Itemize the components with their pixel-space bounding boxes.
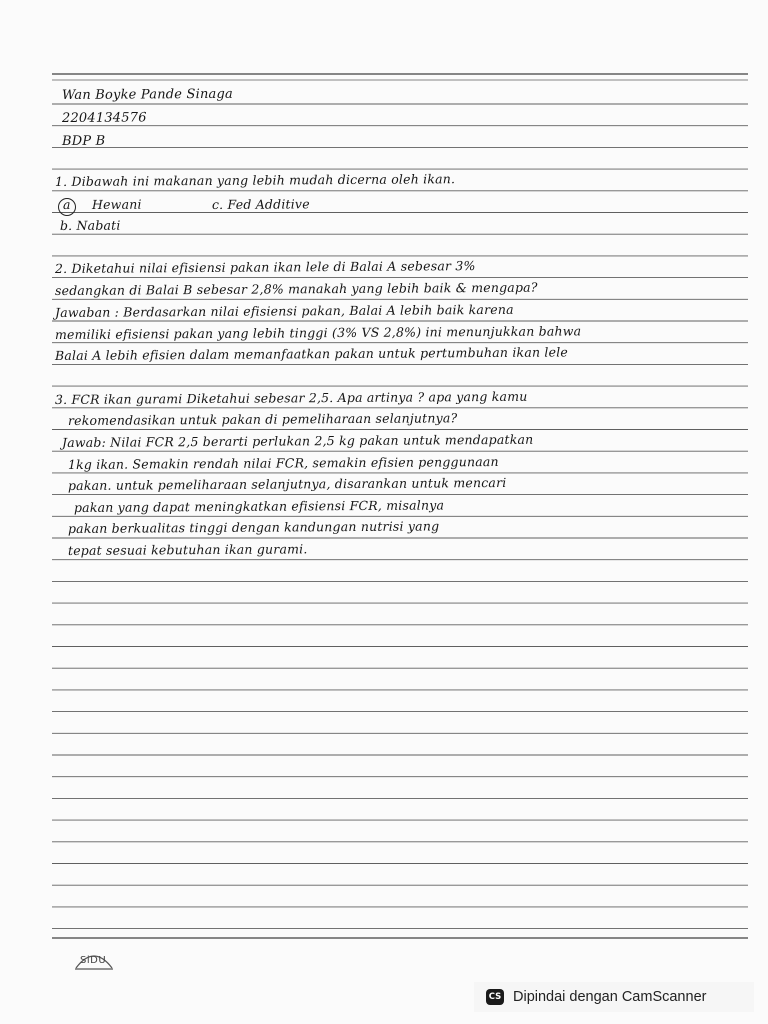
q3-line: pakan yang dapat meningkatkan efisiensi FCR, misalnya	[73, 497, 445, 515]
student-name: Wan Boyke Pande Sinaga	[61, 86, 234, 103]
q3-line: Jawab: Nilai FCR 2,5 berarti perlukan 2,5 kg pakan untuk mendapatkan	[61, 431, 534, 450]
q1-option-a: Hewani	[91, 196, 142, 212]
q3-line: pakan berkualitas tinggi dengan kandungan nutrisi yang	[67, 518, 440, 536]
q2-line: sedangkan di Balai B sebesar 2,8% manakah yang lebih baik & mengapa?	[54, 279, 538, 298]
q1-option-b: b. Nabati	[59, 217, 121, 233]
camscanner-icon: CS	[486, 989, 504, 1005]
student-class: BDP B	[61, 133, 106, 149]
student-id: 2204134576	[61, 110, 147, 126]
q3-line: rekomendasikan untuk pakan di pemeliharaan selanjutnya?	[67, 410, 458, 428]
q1-option-c: c. Fed Additive	[211, 196, 310, 212]
camscanner-badge	[474, 982, 754, 1012]
q2-line: 2. Diketahui nilai efisiensi pakan ikan lele di Balai A sebesar 3%	[54, 258, 476, 276]
q3-line: pakan. untuk pemeliharaan selanjutnya, disarankan untuk mencari	[67, 474, 507, 493]
paper-brand: SiDU	[80, 955, 107, 966]
q3-line: 1kg ikan. Semakin rendah nilai FCR, semakin efisien penggunaan	[67, 453, 499, 472]
q2-line: Jawaban : Berdasarkan nilai efisiensi pakan, Balai A lebih baik karena	[54, 301, 514, 320]
q3-line: 3. FCR ikan gurami Diketahui sebesar 2,5. Apa artinya ? apa yang kamu	[54, 388, 528, 407]
q1-question: 1. Dibawah ini makanan yang lebih mudah dicerna oleh ikan.	[54, 171, 456, 189]
q2-line: memiliki efisiensi pakan yang lebih tinggi (3% VS 2,8%) ini menunjukkan bahwa	[54, 323, 582, 342]
q3-line: tepat sesuai kebutuhan ikan gurami.	[67, 541, 308, 558]
camscanner-text: Dipindai dengan CamScanner	[513, 989, 707, 1005]
q2-line: Balai A lebih efisien dalam memanfaatkan pakan untuk pertumbuhan ikan lele	[54, 344, 569, 363]
q1-option-a-letter: a	[62, 196, 71, 212]
